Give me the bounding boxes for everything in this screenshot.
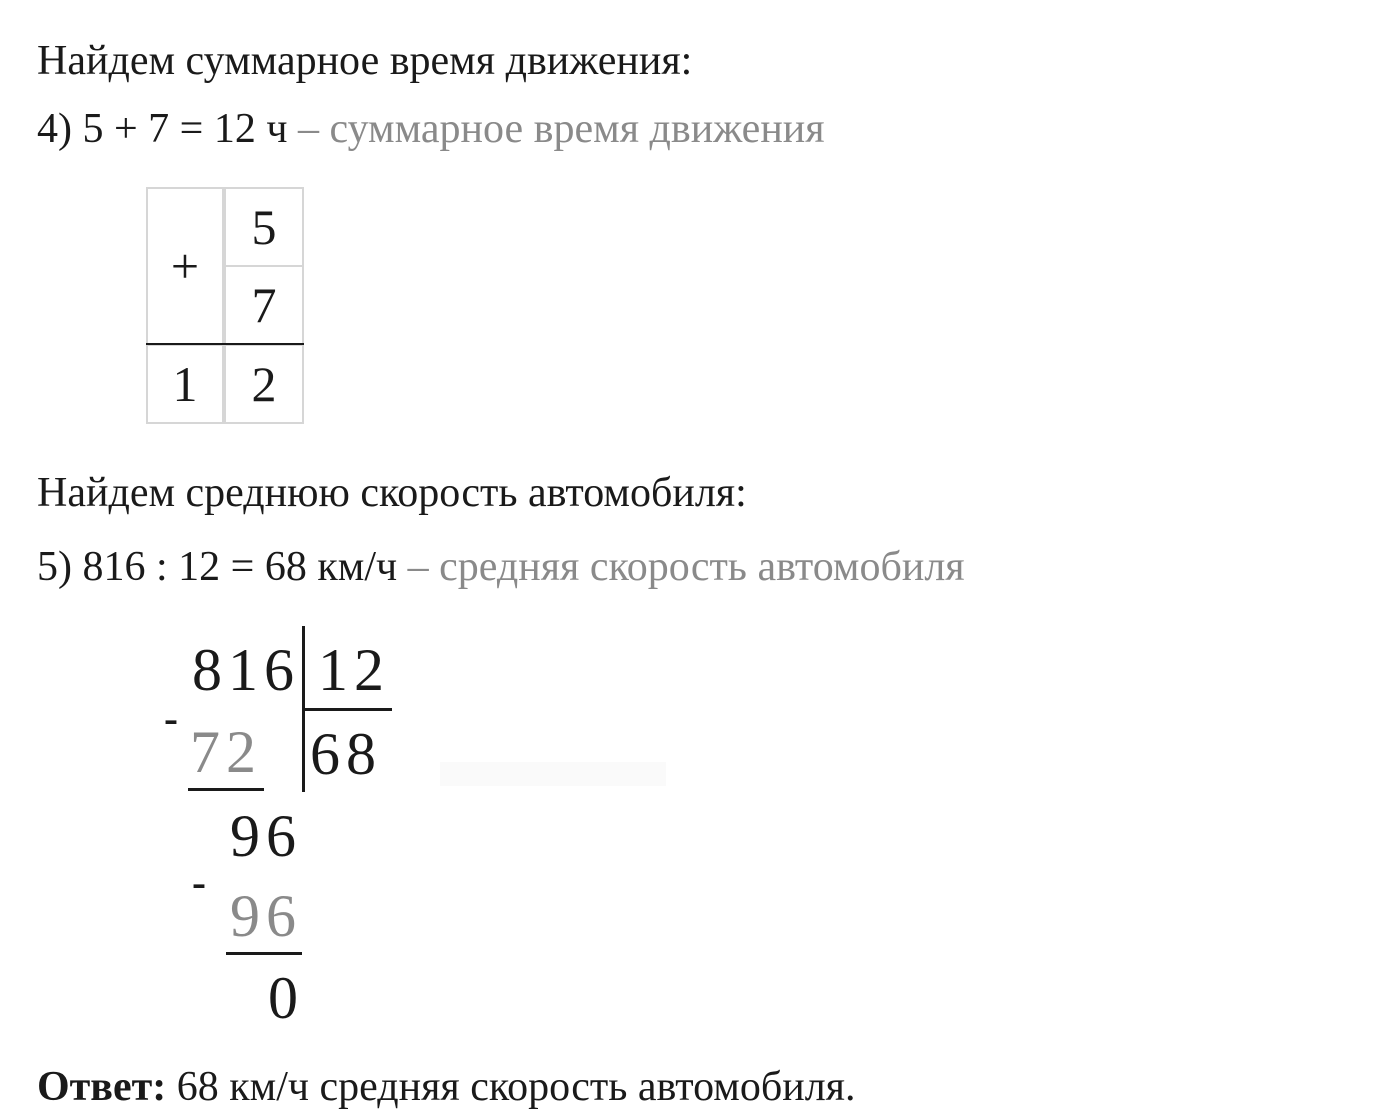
- step-4: [37, 108, 825, 150]
- addend-2-cell: [224, 265, 304, 345]
- step-5: [37, 546, 965, 588]
- answer-label: Ответ:: [37, 1064, 167, 1110]
- subtrahend-2: 96: [230, 883, 302, 949]
- minus-sign-1: -: [164, 696, 178, 742]
- sum-tens-cell: [146, 344, 224, 424]
- step-4-number: 4): [37, 106, 72, 152]
- heading-total-time-text: Найдем суммарное время движения:: [37, 38, 693, 84]
- sum-ones-cell: [224, 344, 304, 424]
- subtraction-1-underline: [188, 788, 264, 791]
- scan-smudge: [440, 762, 666, 786]
- answer-text: 68 км/ч средняя скорость автомобиля.: [166, 1064, 856, 1110]
- addition-operator-cell: [146, 187, 224, 345]
- step-4-description: – суммарное время движения: [298, 106, 825, 152]
- remainder-1: 96: [230, 803, 302, 869]
- step-5-description: – средняя скорость автомобиля: [407, 544, 965, 590]
- heading-average-speed: [37, 472, 747, 514]
- subtraction-2-underline: [226, 952, 302, 955]
- plus-sign: +: [170, 238, 200, 294]
- step-5-expression: 816 : 12 = 68 км/ч: [82, 544, 398, 590]
- addend-1: 5: [251, 199, 277, 255]
- heading-average-speed-text: Найдем среднюю скорость автомобиля:: [37, 470, 747, 516]
- subtrahend-1: 72: [190, 719, 262, 785]
- answer-line: [37, 1066, 855, 1108]
- minus-sign-2: -: [192, 860, 206, 906]
- heading-total-time: [37, 40, 692, 82]
- step-4-expression: 5 + 7 = 12 ч: [82, 106, 288, 152]
- dividend: 816: [192, 637, 300, 703]
- sum-ones: 2: [251, 356, 277, 412]
- addition-grid: [146, 187, 304, 424]
- divisor-underline: [302, 708, 392, 711]
- addend-2: 7: [251, 277, 277, 333]
- addend-1-cell: [224, 187, 304, 267]
- quotient: 68: [310, 721, 382, 787]
- divisor: 12: [318, 637, 390, 703]
- step-5-number: 5): [37, 544, 72, 590]
- sum-tens: 1: [172, 356, 198, 412]
- final-remainder: 0: [268, 965, 304, 1031]
- division-vertical-bar: [302, 626, 305, 792]
- sum-underline: [146, 343, 304, 345]
